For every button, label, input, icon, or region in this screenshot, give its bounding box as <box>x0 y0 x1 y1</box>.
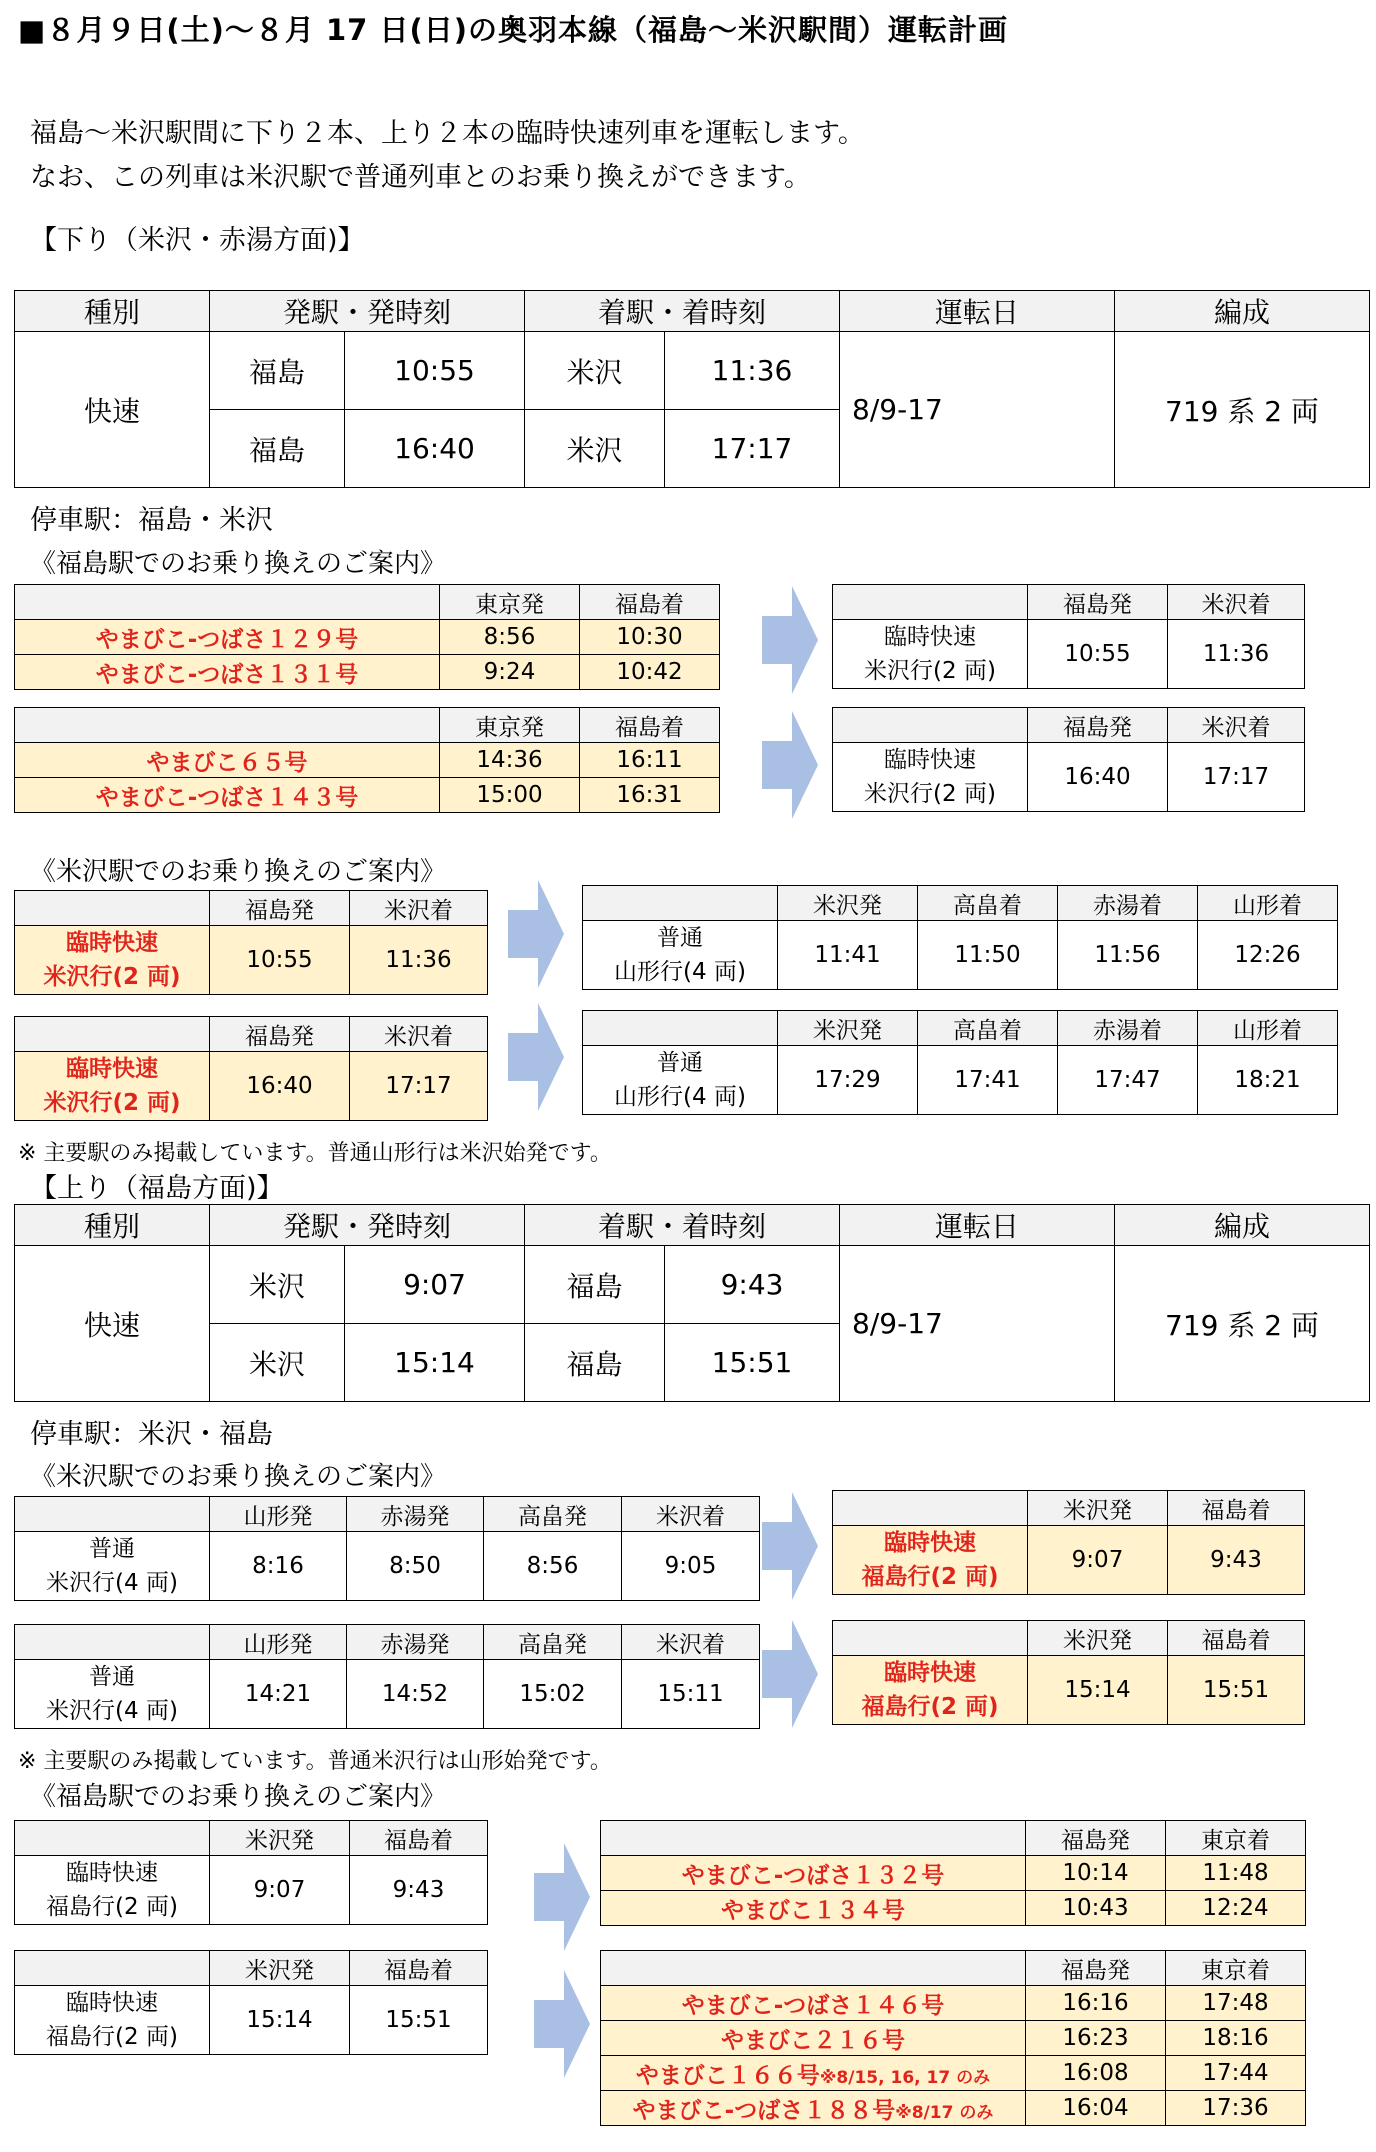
col-header: 福島発 <box>210 891 350 926</box>
col-header: 東京発 <box>440 585 580 620</box>
time-cell: 17:17 <box>1168 743 1305 812</box>
time-cell: 15:51 <box>1168 1656 1305 1725</box>
transfer-table-k1 <box>14 1820 488 1925</box>
time-cell: 10:42 <box>580 655 720 690</box>
time-cell: 11:36 <box>350 926 488 995</box>
col-header: 赤湯着 <box>1058 1011 1198 1046</box>
time-cell: 15:14 <box>210 1986 350 2055</box>
train-name: やまびこ-つばさ１２９号 <box>15 620 440 655</box>
train-name <box>15 1986 210 2055</box>
transfer-table-y1-local <box>582 885 1338 990</box>
train-name: やまびこ６５号 <box>15 743 440 778</box>
train-note: ※8/17 のみ <box>895 2102 994 2123</box>
col-header: 米沢着 <box>1168 708 1305 743</box>
col-header: 東京着 <box>1166 1951 1306 1986</box>
transfer-table-f1 <box>14 584 720 690</box>
up-main-table <box>14 1204 1370 1402</box>
arrow-right-icon <box>534 1843 590 1951</box>
transfer-table-f2 <box>14 707 720 813</box>
train-name-line: 臨時快速 <box>884 1660 976 1686</box>
header-days: 運転日 <box>840 291 1115 332</box>
time-cell: 8:16 <box>210 1532 347 1601</box>
col-header: 福島発 <box>1026 1951 1166 1986</box>
time-cell: 9:43 <box>350 1856 488 1925</box>
train-name <box>601 2056 1026 2091</box>
arrow-right-icon <box>762 1620 818 1728</box>
header-type: 種別 <box>15 1205 210 1246</box>
transfer-table-u1 <box>14 1496 760 1601</box>
down-fukushima-guide: 《福島駅でのお乗り換えのご案内》 <box>30 549 447 579</box>
train-name-line: 臨時快速 <box>884 624 976 650</box>
departure-station: 米沢 <box>210 1246 345 1324</box>
arrow-right-icon <box>508 1003 564 1111</box>
arrival-station: 米沢 <box>525 332 665 410</box>
time-cell: 10:43 <box>1026 1891 1166 1926</box>
down-heading: 【下り（米沢・赤湯方面)】 <box>30 225 365 256</box>
train-name <box>583 921 778 990</box>
header-arrival: 着駅・着時刻 <box>525 291 840 332</box>
train-name-line: 普通 <box>657 1050 703 1076</box>
time-cell: 12:24 <box>1166 1891 1306 1926</box>
train-name <box>15 1856 210 1925</box>
arrival-time: 17:17 <box>665 410 840 488</box>
col-header: 米沢発 <box>778 1011 918 1046</box>
train-name-text: やまびこ１６６号 <box>635 2062 820 2089</box>
train-name-line: 福島行(2 両) <box>861 1694 999 1720</box>
arrow-right-icon <box>762 1492 818 1600</box>
departure-time: 9:07 <box>345 1246 525 1324</box>
train-name-line: 臨時快速 <box>66 1990 158 2016</box>
time-cell: 16:40 <box>1028 743 1168 812</box>
train-name <box>601 1891 1026 1926</box>
arrival-time: 15:51 <box>665 1324 840 1402</box>
page-title: ■８月９日(土)～８月 17 日(日)の奥羽本線（福島～米沢駅間）運転計画 <box>18 13 1008 47</box>
col-header: 福島発 <box>210 1017 350 1052</box>
time-cell: 18:16 <box>1166 2021 1306 2056</box>
col-header: 米沢着 <box>350 1017 488 1052</box>
col-header: 米沢着 <box>350 891 488 926</box>
time-cell: 10:14 <box>1026 1856 1166 1891</box>
operating-days: 8/9-17 <box>840 332 1115 488</box>
time-cell: 17:29 <box>778 1046 918 1115</box>
train-name-line: 臨時快速 <box>884 747 976 773</box>
down-main-table <box>14 290 1370 488</box>
time-cell: 17:44 <box>1166 2056 1306 2091</box>
time-cell: 17:36 <box>1166 2091 1306 2126</box>
transfer-table-k2 <box>14 1950 488 2055</box>
train-name <box>15 1532 210 1601</box>
train-name-text: やまびこ１３４号 <box>721 1897 905 1924</box>
col-header: 高畠発 <box>484 1497 622 1532</box>
train-name <box>833 743 1028 812</box>
col-header: 福島着 <box>350 1821 488 1856</box>
time-cell: 9:24 <box>440 655 580 690</box>
time-cell: 11:36 <box>1168 620 1305 689</box>
col-header: 米沢発 <box>210 1951 350 1986</box>
col-header: 赤湯発 <box>347 1497 484 1532</box>
train-name-line: 米沢行(4 両) <box>46 1570 178 1596</box>
time-cell: 16:40 <box>210 1052 350 1121</box>
up-yonezawa-guide: 《米沢駅でのお乗り換えのご案内》 <box>30 1462 447 1492</box>
train-name-line: 福島行(2 両) <box>861 1564 999 1590</box>
train-name <box>15 1660 210 1729</box>
arrival-time: 9:43 <box>665 1246 840 1324</box>
time-cell: 9:05 <box>622 1532 760 1601</box>
time-cell: 16:04 <box>1026 2091 1166 2126</box>
time-cell: 11:50 <box>918 921 1058 990</box>
col-header: 福島着 <box>1168 1621 1305 1656</box>
time-cell: 10:55 <box>210 926 350 995</box>
train-name-line: 臨時快速 <box>66 930 158 956</box>
col-header: 東京着 <box>1166 1821 1306 1856</box>
col-header: 山形着 <box>1198 1011 1338 1046</box>
train-name: やまびこ-つばさ１４３号 <box>15 778 440 813</box>
col-header: 福島発 <box>1026 1821 1166 1856</box>
transfer-table-u1-rapid <box>832 1490 1305 1595</box>
col-header: 米沢発 <box>210 1821 350 1856</box>
col-header: 米沢着 <box>622 1625 760 1660</box>
time-cell: 17:47 <box>1058 1046 1198 1115</box>
arrival-station: 福島 <box>525 1246 665 1324</box>
time-cell: 14:36 <box>440 743 580 778</box>
departure-time: 15:14 <box>345 1324 525 1402</box>
col-header: 福島発 <box>1028 708 1168 743</box>
col-header: 赤湯発 <box>347 1625 484 1660</box>
col-header: 米沢発 <box>1028 1621 1168 1656</box>
col-header: 山形発 <box>210 1625 347 1660</box>
time-cell: 8:56 <box>440 620 580 655</box>
arrival-time: 11:36 <box>665 332 840 410</box>
time-cell: 16:23 <box>1026 2021 1166 2056</box>
formation: 719 系 2 両 <box>1115 332 1370 488</box>
train-name-text: やまびこ-つばさ１３２号 <box>681 1862 945 1889</box>
train-type: 快速 <box>15 332 210 488</box>
up-heading: 【上り（福島方面)】 <box>30 1173 284 1204</box>
header-arrival: 着駅・着時刻 <box>525 1205 840 1246</box>
time-cell: 16:16 <box>1026 1986 1166 2021</box>
col-header: 東京発 <box>440 708 580 743</box>
transfer-table-f2-rapid <box>832 707 1305 812</box>
header-departure: 発駅・発時刻 <box>210 291 525 332</box>
time-cell: 15:11 <box>622 1660 760 1729</box>
time-cell: 18:21 <box>1198 1046 1338 1115</box>
time-cell: 16:11 <box>580 743 720 778</box>
col-header: 福島着 <box>350 1951 488 1986</box>
col-header: 福島着 <box>580 708 720 743</box>
header-departure: 発駅・発時刻 <box>210 1205 525 1246</box>
down-yonezawa-guide: 《米沢駅でのお乗り換えのご案内》 <box>30 857 447 887</box>
train-name <box>833 1656 1028 1725</box>
arrow-right-icon <box>534 1970 590 2078</box>
col-header: 高畠発 <box>484 1625 622 1660</box>
time-cell: 10:30 <box>580 620 720 655</box>
transfer-table-f1-rapid <box>832 584 1305 689</box>
train-name-line: 米沢行(2 両) <box>43 964 181 990</box>
arrow-right-icon <box>508 880 564 988</box>
train-name-line: 普通 <box>89 1536 135 1562</box>
down-note: ※ 主要駅のみ掲載しています。普通山形行は米沢始発です。 <box>18 1141 612 1166</box>
train-name-line: 米沢行(2 両) <box>43 1090 181 1116</box>
time-cell: 14:52 <box>347 1660 484 1729</box>
train-name <box>601 2091 1026 2126</box>
train-name <box>601 1986 1026 2021</box>
train-name-line: 福島行(2 両) <box>46 2024 178 2050</box>
time-cell: 16:08 <box>1026 2056 1166 2091</box>
train-name <box>833 1526 1028 1595</box>
transfer-table-k2-shinkansen <box>600 1950 1306 2126</box>
header-formation: 編成 <box>1115 291 1370 332</box>
train-name <box>601 2021 1026 2056</box>
time-cell: 16:31 <box>580 778 720 813</box>
train-name-line: 米沢行(2 両) <box>864 781 996 807</box>
train-name <box>833 620 1028 689</box>
col-header: 高畠着 <box>918 1011 1058 1046</box>
time-cell: 15:14 <box>1028 1656 1168 1725</box>
train-name-line: 米沢行(4 両) <box>46 1698 178 1724</box>
intro-text <box>30 112 865 200</box>
header-days: 運転日 <box>840 1205 1115 1246</box>
header-formation: 編成 <box>1115 1205 1370 1246</box>
train-name-text: やまびこ２１６号 <box>721 2027 905 2054</box>
transfer-table-u2 <box>14 1624 760 1729</box>
train-type: 快速 <box>15 1246 210 1402</box>
col-header: 高畠着 <box>918 886 1058 921</box>
col-header: 福島着 <box>1168 1491 1305 1526</box>
train-name-line: 臨時快速 <box>66 1860 158 1886</box>
arrival-station: 米沢 <box>525 410 665 488</box>
train-name <box>583 1046 778 1115</box>
time-cell: 15:00 <box>440 778 580 813</box>
departure-station: 米沢 <box>210 1324 345 1402</box>
time-cell: 15:02 <box>484 1660 622 1729</box>
time-cell: 11:41 <box>778 921 918 990</box>
col-header: 米沢発 <box>778 886 918 921</box>
col-header: 福島発 <box>1028 585 1168 620</box>
intro-line: なお、この列車は米沢駅で普通列車とのお乗り換えができます。 <box>30 162 811 193</box>
time-cell: 11:48 <box>1166 1856 1306 1891</box>
time-cell: 14:21 <box>210 1660 347 1729</box>
col-header: 米沢着 <box>622 1497 760 1532</box>
time-cell: 8:50 <box>347 1532 484 1601</box>
time-cell: 10:55 <box>1028 620 1168 689</box>
intro-line: 福島～米沢駅間に下り２本、上り２本の臨時快速列車を運転します。 <box>30 118 865 149</box>
time-cell: 15:51 <box>350 1986 488 2055</box>
col-header: 赤湯着 <box>1058 886 1198 921</box>
transfer-table-y1 <box>14 890 488 995</box>
time-cell: 17:41 <box>918 1046 1058 1115</box>
train-name-line: 山形行(4 両) <box>614 1084 746 1110</box>
time-cell: 9:43 <box>1168 1526 1305 1595</box>
arrow-right-icon <box>762 586 818 694</box>
train-name-text: やまびこ-つばさ１８８号 <box>632 2097 896 2124</box>
time-cell: 12:26 <box>1198 921 1338 990</box>
arrival-station: 福島 <box>525 1324 665 1402</box>
train-name-line: 普通 <box>657 925 703 951</box>
train-name <box>15 1052 210 1121</box>
col-header: 山形発 <box>210 1497 347 1532</box>
operating-days: 8/9-17 <box>840 1246 1115 1402</box>
up-fukushima-guide: 《福島駅でのお乗り換えのご案内》 <box>30 1782 447 1812</box>
up-note: ※ 主要駅のみ掲載しています。普通米沢行は山形始発です。 <box>18 1749 612 1774</box>
col-header: 福島着 <box>580 585 720 620</box>
train-name-line: 福島行(2 両) <box>46 1894 178 1920</box>
time-cell: 11:56 <box>1058 921 1198 990</box>
time-cell: 17:48 <box>1166 1986 1306 2021</box>
train-name <box>601 1856 1026 1891</box>
up-stops: 停車駅：米沢・福島 <box>30 1419 273 1450</box>
header-type: 種別 <box>15 291 210 332</box>
col-header: 米沢発 <box>1028 1491 1168 1526</box>
col-header: 米沢着 <box>1168 585 1305 620</box>
departure-time: 16:40 <box>345 410 525 488</box>
time-cell: 9:07 <box>210 1856 350 1925</box>
time-cell: 17:17 <box>350 1052 488 1121</box>
time-cell: 9:07 <box>1028 1526 1168 1595</box>
down-stops: 停車駅：福島・米沢 <box>30 505 273 536</box>
train-note: ※8/15, 16, 17 のみ <box>819 2067 991 2088</box>
train-name-line: 山形行(4 両) <box>614 959 746 985</box>
transfer-table-y2-local <box>582 1010 1338 1115</box>
time-cell: 8:56 <box>484 1532 622 1601</box>
transfer-table-k1-shinkansen <box>600 1820 1306 1926</box>
train-name-text: やまびこ-つばさ１４６号 <box>681 1992 945 2019</box>
train-name-line: 米沢行(2 両) <box>864 658 996 684</box>
train-name <box>15 926 210 995</box>
transfer-table-y2 <box>14 1016 488 1121</box>
departure-station: 福島 <box>210 410 345 488</box>
train-name-line: 普通 <box>89 1664 135 1690</box>
departure-station: 福島 <box>210 332 345 410</box>
transfer-table-u2-rapid <box>832 1620 1305 1725</box>
col-header: 山形着 <box>1198 886 1338 921</box>
train-name-line: 臨時快速 <box>66 1056 158 1082</box>
train-name: やまびこ-つばさ１３１号 <box>15 655 440 690</box>
train-name-line: 臨時快速 <box>884 1530 976 1556</box>
departure-time: 10:55 <box>345 332 525 410</box>
arrow-right-icon <box>762 711 818 819</box>
formation: 719 系 2 両 <box>1115 1246 1370 1402</box>
